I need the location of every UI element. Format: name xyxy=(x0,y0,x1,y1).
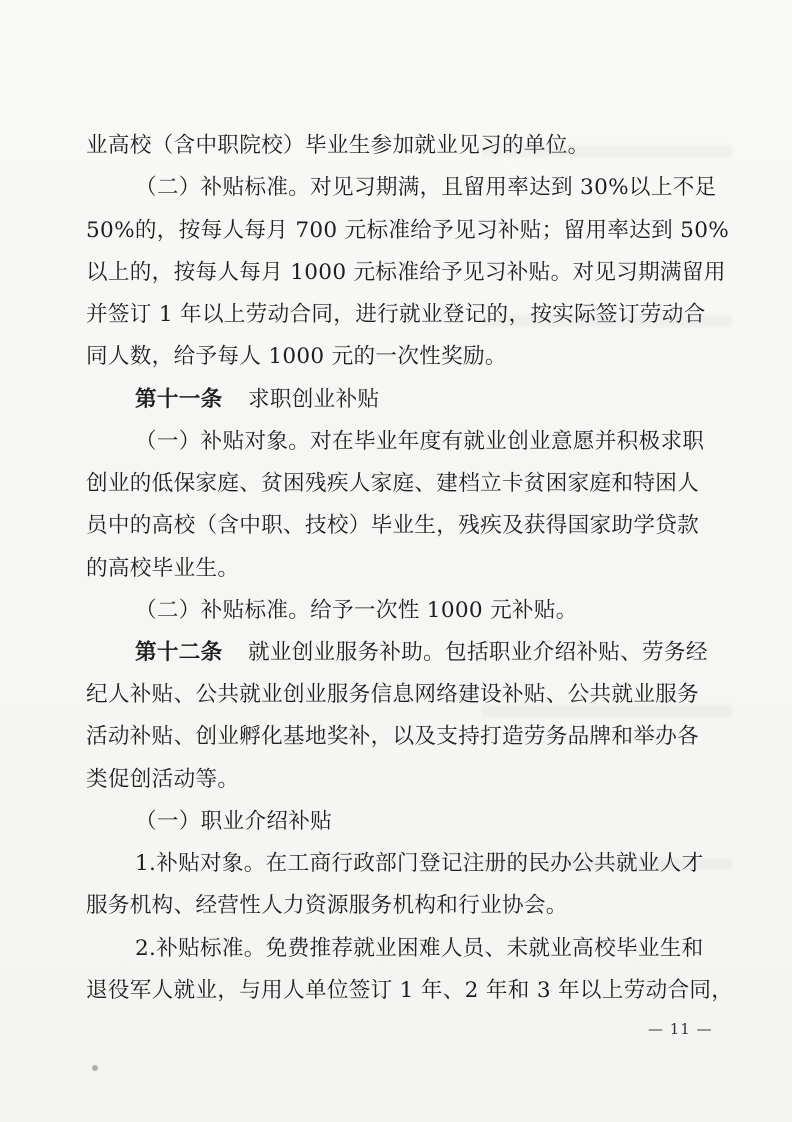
article-heading: 第十一条 xyxy=(135,387,223,412)
text-line: （一）补贴对象。对在毕业年度有就业创业意愿并积极求职 xyxy=(135,429,705,454)
text-line: 业高校（含中职院校）毕业生参加就业见习的单位。 xyxy=(86,133,590,158)
text-line: 并签订 1 年以上劳动合同，进行就业登记的，按实际签订劳动合 xyxy=(86,302,706,327)
section-heading: （一）职业介绍补贴 xyxy=(135,809,333,834)
page-number: — 11 — xyxy=(648,1020,713,1038)
text-line: 就业创业服务补助。包括职业介绍补贴、劳务经 xyxy=(248,640,708,665)
text-line: 服务机构、经营性人力资源服务机构和行业协会。 xyxy=(86,893,568,918)
text-line: （二）补贴标准。给予一次性 1000 元补贴。 xyxy=(135,598,578,623)
text-line: （二）补贴标准。对见习期满，且留用率达到 30%以上不足 xyxy=(135,175,717,200)
text-line: 创业的低保家庭、贫困残疾人家庭、建档立卡贫困家庭和特困人 xyxy=(86,471,700,496)
text-line: 员中的高校（含中职、技校）毕业生，残疾及获得国家助学贷款 xyxy=(86,513,700,538)
text-line: 类促创活动等。 xyxy=(86,767,240,792)
text-line: 活动补贴、创业孵化基地奖补，以及支持打造劳务品牌和举办各 xyxy=(86,724,700,749)
article-heading: 第十二条 xyxy=(135,640,223,665)
scan-speck xyxy=(92,1065,98,1071)
article-title: 求职创业补贴 xyxy=(248,387,380,412)
text-line: 1.补贴对象。在工商行政部门登记注册的民办公共就业人才 xyxy=(135,851,704,876)
text-line: 的高校毕业生。 xyxy=(86,556,240,581)
text-line: 退役军人就业，与用人单位签订 1 年、2 年和 3 年以上劳动合同， xyxy=(86,978,734,1003)
text-line: 50%的，按每人每月 700 元标准给予见习补贴；留用率达到 50% xyxy=(86,218,730,243)
text-line: 2.补贴标准。免费推荐就业困难人员、未就业高校毕业生和 xyxy=(135,936,704,961)
text-line: 纪人补贴、公共就业创业服务信息网络建设补贴、公共就业服务 xyxy=(86,682,700,707)
text-line: 以上的，按每人每月 1000 元标准给予见习补贴。对见习期满留用 xyxy=(86,260,726,285)
text-line: 同人数，给予每人 1000 元的一次性奖励。 xyxy=(86,344,507,369)
